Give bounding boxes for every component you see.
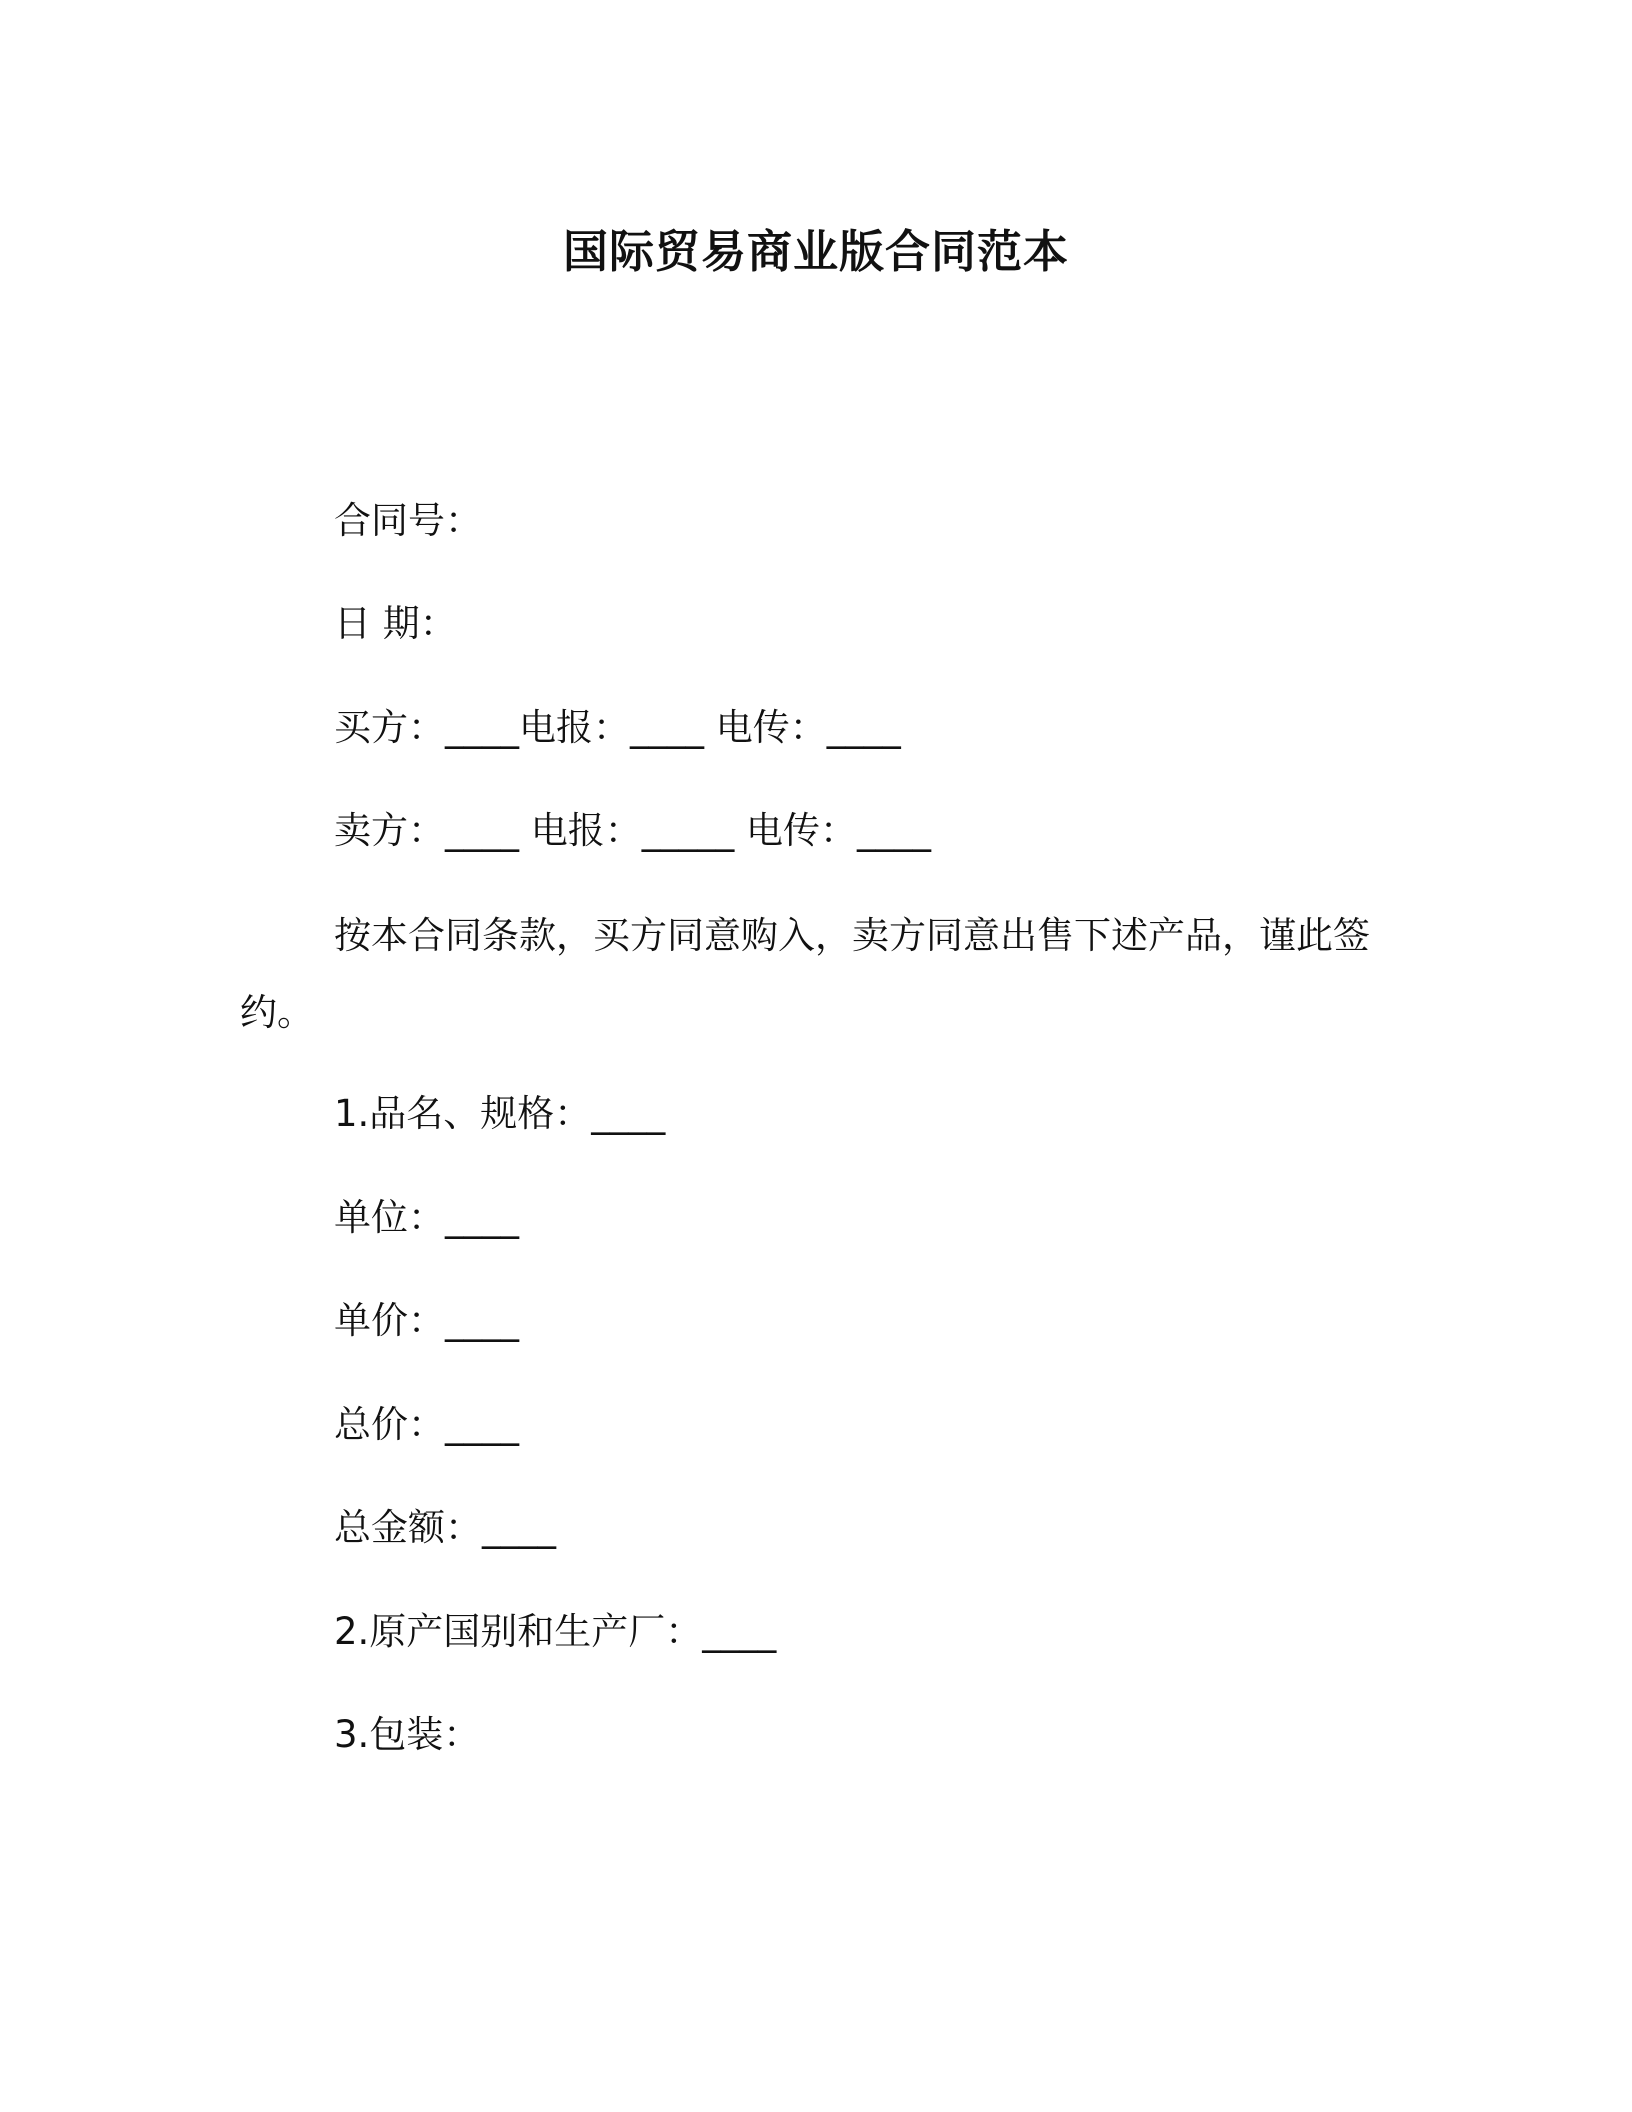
seller-line: 卖方：____ 电报：_____ 电传：____ <box>334 809 932 852</box>
intro-paragraph: 按本合同条款，买方同意购入，卖方同意出售下述产品，谨此签约。 <box>240 914 1370 1034</box>
date-field: 日 期： <box>334 602 457 645</box>
contract-number-field: 合同号： <box>334 499 482 542</box>
item-unit: 单位：____ <box>334 1196 519 1239</box>
item-total-price: 总价：____ <box>334 1403 519 1446</box>
item-unit-price: 单价：____ <box>334 1299 519 1342</box>
document-title: 国际贸易商业版合同范本 <box>562 225 1069 278</box>
item-packing: 3.包装： <box>334 1713 481 1756</box>
item-total-amount: 总金额：____ <box>334 1506 556 1549</box>
buyer-line: 买方：____电报：____ 电传：____ <box>334 706 901 749</box>
item-name-spec: 1.品名、规格：____ <box>334 1092 666 1135</box>
item-origin: 2.原产国别和生产厂：____ <box>334 1610 777 1653</box>
